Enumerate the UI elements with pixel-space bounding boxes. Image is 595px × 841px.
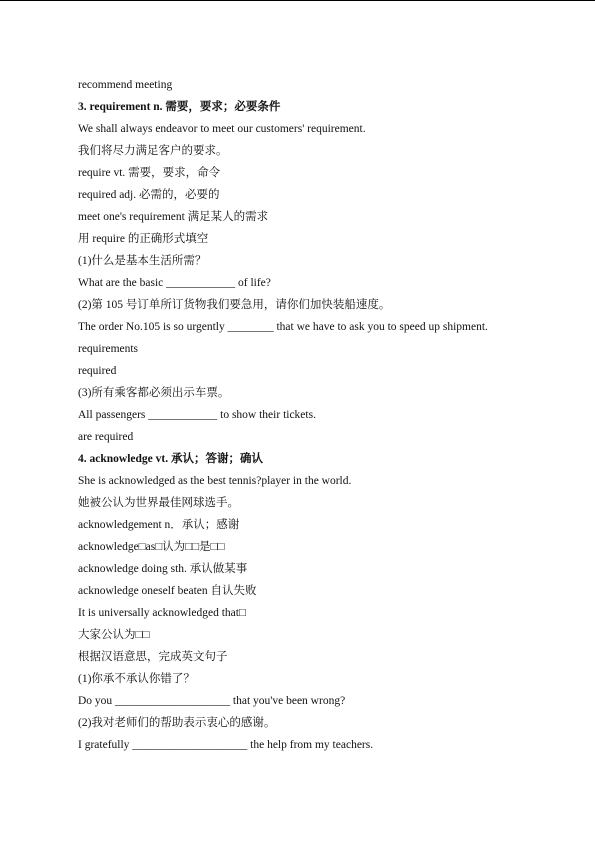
text-line: 用 require 的正确形式填空 — [78, 233, 209, 245]
text-line: It is universally acknowledged that□ — [78, 607, 246, 619]
text-line: meet one's requirement 满足某人的需求 — [78, 211, 269, 223]
text-line: (2)第 105 号订单所订货物我们要急用，请你们加快装船速度。 — [78, 299, 391, 311]
text-line: acknowledge oneself beaten 自认失败 — [78, 585, 257, 597]
text-line: 她被公认为世界最佳网球选手。 — [78, 497, 239, 509]
text-line: required adj. 必需的，必要的 — [78, 189, 220, 201]
text-line: acknowledge doing sth. 承认做某事 — [78, 563, 248, 575]
text-line: 我们将尽力满足客户的要求。 — [78, 145, 228, 157]
text-line: (2)我对老师们的帮助表示衷心的感谢。 — [78, 717, 276, 729]
text-line: 大家公认为□□ — [78, 629, 150, 641]
text-line: She is acknowledged as the best tennis?player in the world. — [78, 475, 352, 487]
text-line: (3)所有乘客都必须出示车票。 — [78, 387, 230, 399]
text-line: I gratefully ____________________ the help from my teachers. — [78, 739, 374, 751]
text-line: requirements — [78, 343, 139, 355]
text-line: Do you ____________________ that you've been wrong? — [78, 695, 346, 707]
document-body — [78, 74, 558, 756]
text-line: are required — [78, 431, 134, 443]
text-line: (1)你承不承认你错了？ — [78, 673, 195, 685]
section-heading: 4. acknowledge vt. 承认；答谢；确认 — [78, 453, 263, 465]
text-line: require vt. 需要，要求，命令 — [78, 167, 221, 179]
text-line: We shall always endeavor to meet our customers' requirement. — [78, 123, 366, 135]
top-border-rule — [0, 0, 595, 1]
text-line: (1)什么是基本生活所需？ — [78, 255, 207, 267]
text-line: What are the basic ____________ of life? — [78, 277, 271, 289]
text-line: All passengers ____________ to show their tickets. — [78, 409, 316, 421]
text-line: recommend meeting — [78, 79, 173, 91]
text-line: required — [78, 365, 117, 377]
text-line: 根据汉语意思，完成英文句子 — [78, 651, 228, 663]
text-line: The order No.105 is so urgently ________ that we have to ask you to speed up shipment. — [78, 321, 488, 333]
text-line: acknowledgement n．承认；感谢 — [78, 519, 240, 531]
text-line: acknowledge□as□认为□□是□□ — [78, 541, 225, 553]
section-heading: 3. requirement n. 需要，要求；必要条件 — [78, 101, 281, 113]
